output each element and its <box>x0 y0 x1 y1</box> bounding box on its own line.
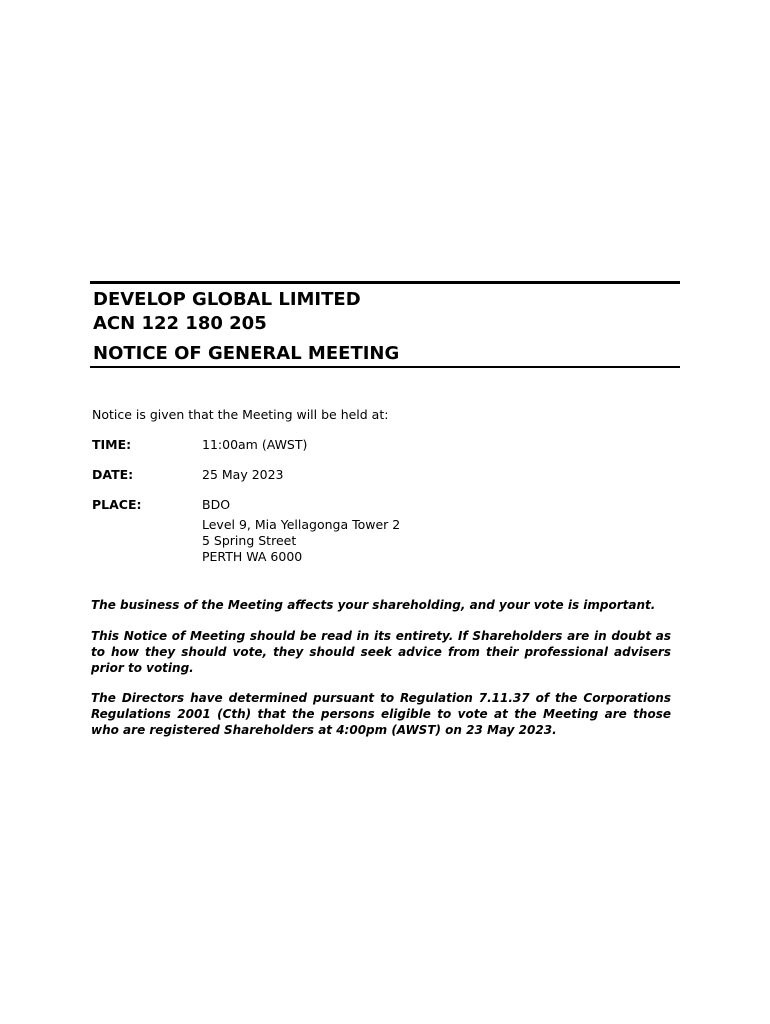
intro-text: Notice is given that the Meeting will be held at: <box>92 407 389 422</box>
place-line-street: 5 Spring Street <box>202 533 297 548</box>
date-value: 25 May 2023 <box>202 467 284 482</box>
time-value: 11:00am (AWST) <box>202 437 308 452</box>
document-title: NOTICE OF GENERAL MEETING <box>93 343 400 364</box>
title-block <box>93 288 673 366</box>
company-name: DEVELOP GLOBAL LIMITED <box>93 289 361 310</box>
paragraph-read-entirety: This Notice of Meeting should be read in its entirety. If Shareholders are in doubt as to how they should vote, they should seek advice from their professional advisers prior to voting. <box>91 629 671 675</box>
paragraph-eligibility: The Directors have determined pursuant to Regulation 7.11.37 of the Corporations Regulations 2001 (Cth) that the persons eligible to vote at the Meeting are those who are registered Shareholders at 4:00pm (AWST) on 23 May 2023. <box>91 691 671 737</box>
paragraph-business: The business of the Meeting affects your shareholding, and your vote is important. <box>91 598 656 612</box>
place-label: PLACE: <box>92 497 142 512</box>
place-line-building: Level 9, Mia Yellagonga Tower 2 <box>202 517 401 532</box>
header-top-rule <box>90 281 680 284</box>
acn-number: ACN 122 180 205 <box>93 313 267 334</box>
time-label: TIME: <box>92 437 132 452</box>
place-line-city: PERTH WA 6000 <box>202 549 303 564</box>
date-label: DATE: <box>92 467 134 482</box>
place-line-venue: BDO <box>202 497 231 512</box>
place-address <box>202 497 400 565</box>
header-bottom-rule <box>90 366 680 368</box>
